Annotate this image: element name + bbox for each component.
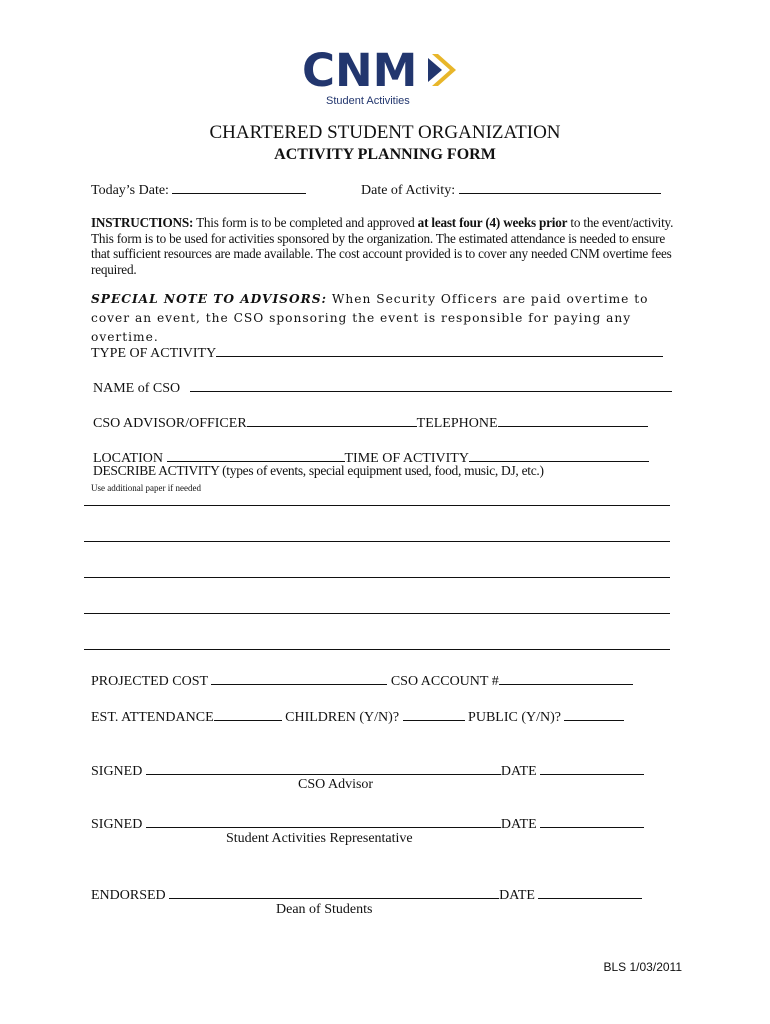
logo-arrow-icon (428, 58, 442, 82)
type-of-activity-input[interactable] (216, 342, 663, 357)
telephone-input[interactable] (498, 412, 648, 427)
signature-2-input[interactable] (146, 813, 501, 828)
signature-1-input[interactable] (146, 760, 501, 775)
instructions-text-2: to the event/activity. This form is to be used for activities sponsored by the organization. The estimated attendance is needed to ensure that sufficient resources are made available. The cost account provided is to cover any needed CNM overtime fees required. (91, 215, 674, 277)
activity-date-input[interactable] (459, 179, 661, 194)
instructions-lead: INSTRUCTIONS: (91, 215, 194, 230)
advisor-note-text: When Security Officers are paid overtime to cover an event, the CSO sponsoring the event is responsible for paying any overtime. (91, 292, 649, 344)
instructions-paragraph (91, 215, 676, 277)
form-title: CHARTERED STUDENT ORGANIZATION (209, 122, 561, 143)
advisor-note-lead: SPECIAL NOTE TO ADVISORS: (91, 292, 328, 306)
endorsed-label: ENDORSED (91, 888, 166, 903)
revision-footer: BLS 1/03/2011 (603, 960, 682, 974)
advisor-note (91, 290, 676, 347)
todays-date-field (91, 179, 306, 199)
date-label-1: DATE (500, 764, 537, 779)
time-of-activity-label: TIME OF ACTIVITY (344, 451, 469, 466)
description-line-3[interactable] (84, 577, 670, 578)
cso-account-label: CSO ACCOUNT # (390, 674, 499, 689)
activity-date-field (361, 179, 661, 199)
public-input[interactable] (564, 706, 624, 721)
cso-advisor-label: CSO ADVISOR/OFFICER (93, 416, 247, 431)
type-of-activity-label: TYPE OF ACTIVITY (91, 346, 217, 361)
dean-role: Dean of Students (276, 902, 373, 917)
endorsed-input[interactable] (169, 884, 499, 899)
cnm-logo (300, 42, 470, 108)
additional-paper-note: Use additional paper if needed (91, 483, 201, 493)
instructions-emphasis: at least four (4) weeks prior (417, 215, 568, 230)
describe-activity-label: DESCRIBE ACTIVITY (types of events, special equipment used, food, music, DJ, etc.) (93, 463, 544, 478)
name-of-cso-input[interactable] (190, 377, 672, 392)
children-label: CHILDREN (Y/N)? (285, 710, 400, 725)
name-of-cso-field (93, 377, 672, 397)
date-1-input[interactable] (540, 760, 644, 775)
form-subtitle: ACTIVITY PLANNING FORM (274, 146, 496, 163)
cso-account-input[interactable] (499, 670, 633, 685)
public-label: PUBLIC (Y/N)? (468, 710, 561, 725)
projected-cost-field (91, 670, 633, 690)
date-label-2: DATE (500, 817, 537, 832)
endorsed-field (91, 884, 642, 904)
instructions-text-1: This form is to be completed and approved (196, 215, 415, 230)
est-attendance-label: EST. ATTENDANCE (91, 710, 214, 725)
time-of-activity-input[interactable] (469, 447, 649, 462)
cso-advisor-field (93, 412, 648, 432)
description-line-5[interactable] (84, 649, 670, 650)
location-label: LOCATION (93, 451, 163, 466)
date-label-3: DATE (499, 888, 535, 903)
projected-cost-input[interactable] (211, 670, 387, 685)
children-input[interactable] (403, 706, 465, 721)
attendance-field (91, 706, 624, 726)
description-line-4[interactable] (84, 613, 670, 614)
projected-cost-label: PROJECTED COST (91, 674, 208, 689)
location-input[interactable] (167, 447, 345, 462)
signed-label-1: SIGNED (91, 764, 143, 779)
description-line-1[interactable] (84, 505, 670, 506)
signature-2-field (91, 813, 644, 833)
activity-date-label: Date of Activity: (361, 183, 456, 198)
est-attendance-input[interactable] (214, 706, 282, 721)
type-of-activity-field (91, 342, 663, 362)
logo-subtitle: Student Activities (326, 95, 410, 107)
date-3-input[interactable] (538, 884, 642, 899)
description-line-2[interactable] (84, 541, 670, 542)
telephone-label: TELEPHONE (416, 416, 498, 431)
cso-advisor-input[interactable] (247, 412, 417, 427)
todays-date-input[interactable] (172, 179, 306, 194)
todays-date-label: Today’s Date: (91, 183, 169, 198)
logo-brand-text: CNM (302, 44, 418, 97)
date-2-input[interactable] (540, 813, 644, 828)
cso-advisor-role: CSO Advisor (298, 777, 374, 792)
signed-label-2: SIGNED (91, 817, 143, 832)
student-activities-role: Student Activities Representative (226, 831, 413, 846)
name-of-cso-label: NAME of CSO (93, 381, 181, 396)
